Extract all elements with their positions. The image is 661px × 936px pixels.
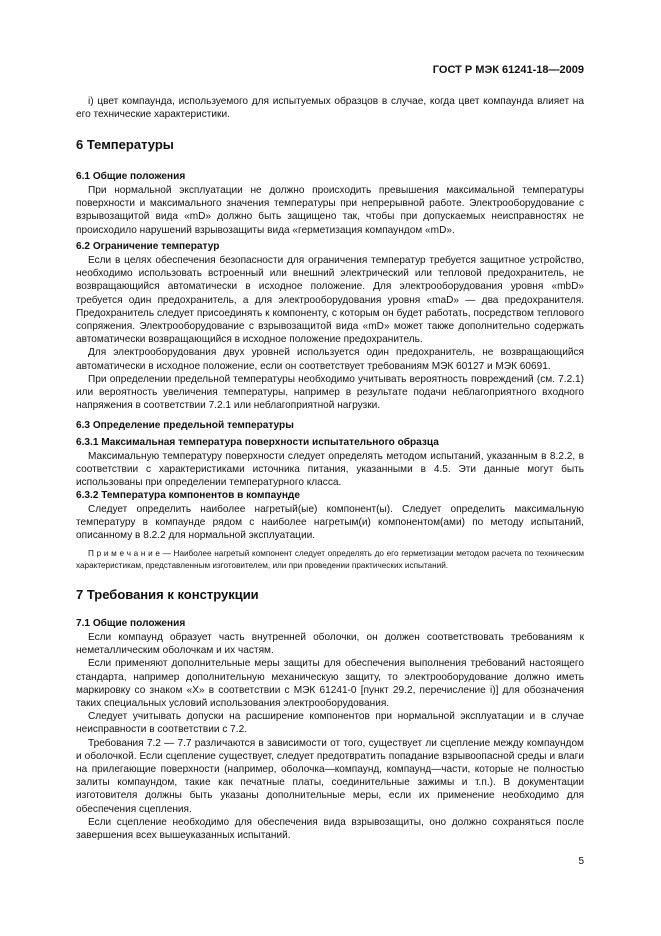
section-6-3-title: 6.3 Определение предельной температуры [76, 420, 294, 431]
section-6-1-text: При нормальной эксплуатации не должно происходить превышения максимальной температуры поверхности и максимального значения температуры при непрерывной работе. Электрооборудование с взрывозащитой вида «mD» должно быть защищено так, чтобы при допускаемых неисправностях не происходило нарушений взрывозащиты вида «герметизация компаундом «mD». [76, 185, 584, 236]
section-7-1-para-2: Если применяют дополнительные меры защиты для обеспечения выполнения требований настоящего стандарта, например дополнительную механическую защиту, то электрооборудование должно иметь маркировку со знаком «X» в соответствии с МЭК 61241-0 [пункт 29.2, перечисление i)] для обозначения таких специальных условий использования электрооборудования. [76, 658, 584, 710]
intro-item-i: i) цвет компаунда, используемого для испытуемых образцов в случае, когда цвет компаунда влияет на его технические характеристики. [76, 96, 584, 121]
section-7-title: 7 Требования к конструкции [76, 587, 259, 602]
section-7-1-para-1: Если компаунд образует часть внутренней оболочки, он должен соответствовать требованиям к неметаллическим оболочкам и их частям. [76, 632, 584, 657]
page-number: 5 [578, 856, 584, 867]
section-6-1-title: 6.1 Общие положения [76, 171, 186, 182]
section-6-2-para-3: При определении предельной температуры необходимо учитывать вероятность повреждений (см. 7.2.1) или вероятность увеличения температуры, например в результате подачи неблагоприятного входного напряжения в соответствии 7.2.1 или неблагоприятной нагрузки. [76, 373, 584, 412]
section-6-title: 6 Температуры [76, 137, 174, 152]
note: П р и м е ч а н и е — Наиболее нагретый компонент следует определять до его герметизации методом расчета по техническим характеристикам, представленным изготовителем, или при проведении практических испытаний. [76, 549, 584, 570]
section-6-2-title: 6.2 Ограничение температур [76, 241, 220, 252]
section-7-1-title: 7.1 Общие положения [76, 618, 186, 629]
section-6-3-2-title: 6.3.2 Температура компонентов в компаунде [76, 490, 300, 501]
section-6-3-1-text: Максимальную температуру поверхности следует определять методом испытаний, указанным в 8.2.2, в соответствии с характеристиками источника питания, указанными в 4.5. Эти данные могут быть использованы при определении температурного класса. [76, 451, 584, 489]
section-6-3-2-text: Следует определить наиболее нагретый(ые) компонент(ы). Следует определить максимальную температуру в компаунде рядом с наиболее нагретым(и) компонентом(ами) по методу испытаний, описанному в 8.2.2 для нормальной эксплуатации. [76, 504, 584, 542]
section-7-1-para-4: Требования 7.2 — 7.7 различаются в зависимости от того, существует ли сцепление между компаундом и оболочкой. Если сцепление существует, следует предотвратить попадание взрывоопасной среды и влаги на прилегающие поверхности (например, оболочка—компаунд, компаунд—части, которые не полностью залиты компаундом, такие как печатные платы, соединительные зажимы и т.п.). В документации изготовителя должны быть указаны дополнительные меры, если их применение необходимо для обеспечения сцепления. [76, 737, 584, 815]
section-6-2-para-2: Для электрооборудования двух уровней используется один предохранитель, не возвращающийся автоматически в исходное положение, если он соответствует требованиям МЭК 60127 и МЭК 60691. [76, 347, 584, 372]
section-7-1-para-5: Если сцепление необходимо для обеспечения вида взрывозащиты, оно должно сохраняться после завершения всех вышеуказанных испытаний. [76, 816, 584, 842]
document-header: ГОСТ Р МЭК 61241-18—2009 [432, 64, 584, 76]
section-6-3-1-title: 6.3.1 Максимальная температура поверхности испытательного образца [76, 437, 439, 448]
section-7-1-para-3: Следует учитывать допуски на расширение компонентов при нормальной эксплуатации и в случае неисправности в соответствии с 7.2. [76, 711, 584, 736]
section-6-2-para-1: Если в целях обеспечения безопасности для ограничения температур требуется защитное устройство, необходимо использовать встроенный или внешний электрический или тепловой предохранитель, не возвращающийся автоматически в исходное положение. Для электрооборудования уровня «mbD» требуется один предохранитель, а для электрооборудования уровня «maD» — два предохранителя. Предохранитель следует присоединять к компоненту, с которым он будет работать, посредством теплового сопряжения. Электрооборудование с взрывозащитой вида «mD» может также дополнительно содержать автоматически возвращающийся в исходное положение предохранитель. [76, 255, 584, 346]
